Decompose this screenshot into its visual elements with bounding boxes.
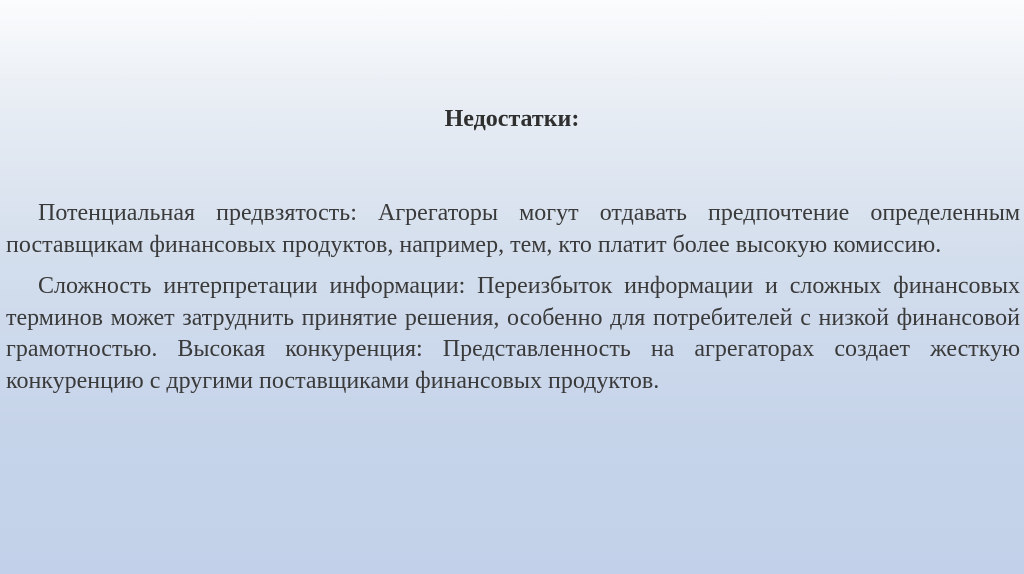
slide-heading: Недостатки: <box>444 106 580 132</box>
paragraph-bias: Потенциальная предвзятость: Агрегаторы могут отдавать предпочтение определенным поставщикам финансовых продуктов, например, тем, кто платит более высокую комиссию. <box>6 200 1020 258</box>
slide-body <box>6 198 1020 407</box>
paragraph-complexity: Сложность интерпретации информации: Переизбыток информации и сложных финансовых терминов может затруднить принятие решения, особенно для потребителей с низкой финансовой грамотностью. Высокая конкуренция: Представленность на агрегаторах создает жесткую конкуренцию с другими поставщиками финансовых продуктов. <box>6 273 1020 394</box>
